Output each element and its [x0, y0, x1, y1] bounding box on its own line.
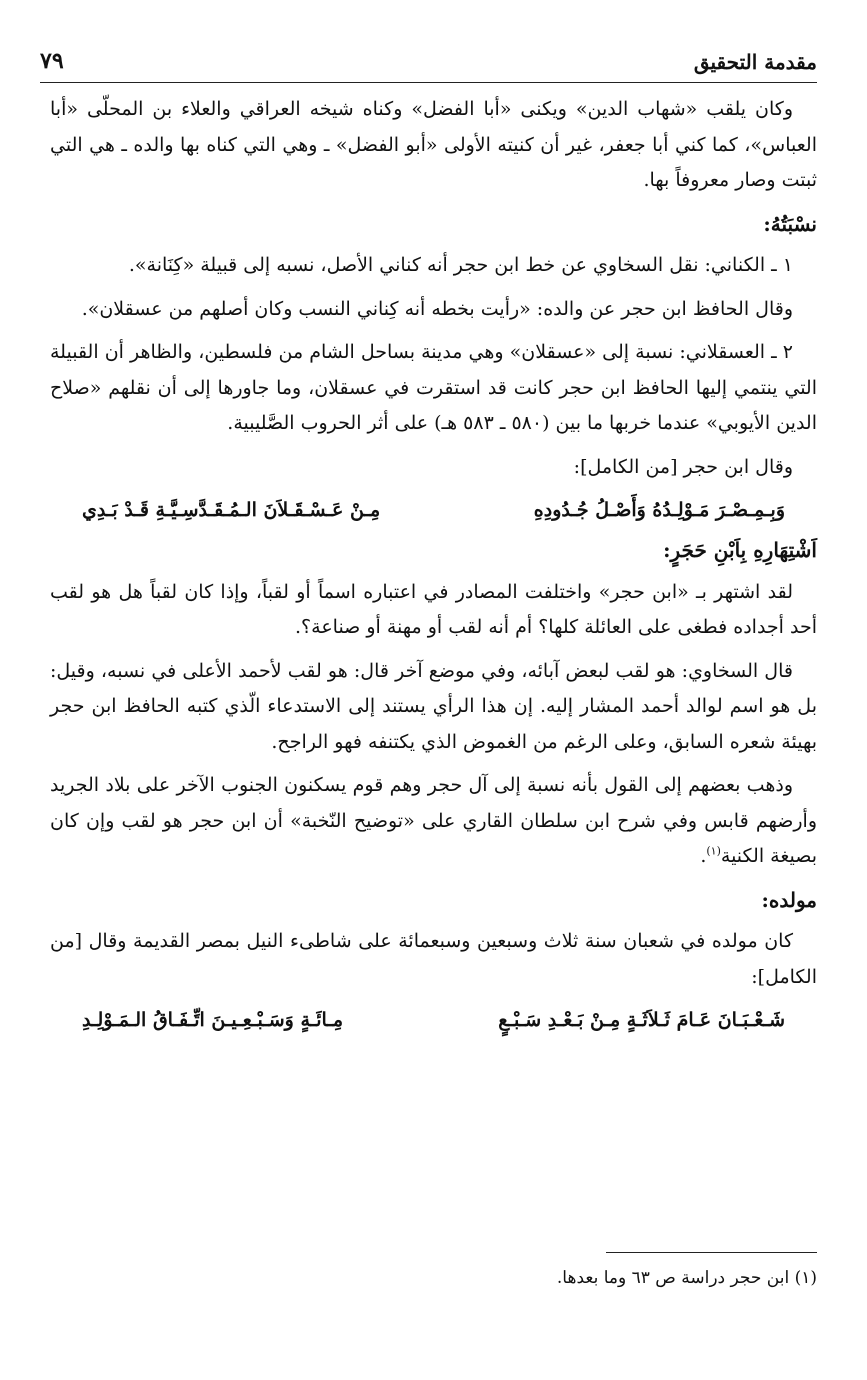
footnote-divider: [606, 1252, 817, 1253]
verse-hemistich-first: شَـعْـبَـانَ عَـامَ ثَـلاَثَـةٍ مِـنْ بَـعْـدِ سَـبْـعٍ: [498, 1009, 785, 1031]
footnote: (١) ابن حجر دراسة ص ٦٣ وما بعدها.: [556, 1268, 817, 1288]
verse-hemistich-first: وَبِـمِـصْـرَ مَـوْلِـدُهُ وَأَصْـلُ جُـدُودِهِ: [533, 499, 785, 521]
paragraph-al-hajar-text: وذهب بعضهم إلى القول بأنه نسبة إلى آل حجر وهم قوم يسكنون الجنوب الآخر على بلاد الجريد وأرضهم قابس وفي شرح ابن سلطان القاري على «توضيح النّخبة» أن ابن حجر هو لقب وإن كان بصيغة الكنية: [50, 774, 817, 867]
running-title: مقدمة التحقيق: [693, 50, 817, 74]
heading-mawlid: مولده:: [761, 887, 817, 912]
main-text: [50, 92, 817, 1043]
paragraph-al-hajar-end: .: [700, 845, 707, 867]
heading-nisba: نسْبَتُهُ:: [763, 211, 817, 236]
verse-hemistich-second: مِـائَـةٍ وَسَـبْـعِـيـنَ اتِّـفَـاقُ الـمَـوْلِـدِ: [82, 1009, 344, 1031]
paragraph-ibn-hajar-name: لقد اشتهر بـ «ابن حجر» واختلفت المصادر في اعتباره اسماً أو لقباً، وإذا كان لقباً هل هو لقب أحد أجداده فطغى على العائلة كلها؟ أم أنه لقب أو مهنة أو صناعة؟.: [50, 580, 817, 638]
paragraph-verse-intro: وقال ابن حجر [من الكامل]:: [573, 455, 793, 478]
paragraph-father-quote: وقال الحافظ ابن حجر عن والده: «رأيت بخطه أنه كِناني النسب وكان أصلهم من عسقلان».: [81, 297, 793, 320]
paragraph-birth: كان مولده في شعبان سنة ثلاث وسبعين وسبعمائة على شاطىء النيل بمصر القديمة وقال [من الكامل]:: [50, 930, 817, 988]
paragraph-kinani: ١ ـ الكناني: نقل السخاوي عن خط ابن حجر أنه كناني الأصل، نسبه إلى قبيلة «كِنَانة».: [128, 254, 793, 276]
paragraph-kunya: وكان يلقب «شهاب الدين» ويكنى «أبا الفضل» وكناه شيخه العراقي والعلاء بن المحلّى «أبا العباس»، كما كني أبا جعفر، غير أن كنيته الأولى «أبو الفضل» ـ وهي التي كناه بها والده ـ هي التي ثبتت وصار معروفاً بها.: [50, 98, 817, 191]
page-number: ٧٩: [40, 48, 64, 74]
paragraph-al-hajar: [50, 768, 817, 875]
verse-hemistich-second: مِـنْ عَـسْـقَـلاَنَ الـمُـقَـدَّسِـيَّـةِ قَـدْ بَـدِي: [82, 499, 381, 521]
page-header: [40, 42, 817, 83]
paragraph-sakhawi: قال السخاوي: هو لقب لبعض آبائه، وفي موضع آخر قال: هو لقب لأحمد الأعلى في نسبه، وقيل: بل هو اسم لوالد أحمد المشار إليه. إن هذا الرأي يستند إلى الاستدعاء الّذي كتبه الحافظ ابن حجر بهيئة شعره السابق، وعلى الرغم من الغموض الذي يكتنفه فهو الراجح.: [50, 659, 817, 753]
footnote-ref[interactable]: (١): [706, 844, 721, 858]
paragraph-asqalani: ٢ ـ العسقلاني: نسبة إلى «عسقلان» وهي مدينة بساحل الشام من فلسطين، والظاهر أن القبيلة التي ينتمي إليها الحافظ ابن حجر كانت قد استقرت في عسقلان، وما جاورها إلى أن نقلهم «صلاح الدين الأيوبي» عندما خربها ما بين (٥٨٠ ـ ٥٨٣ هـ) على أثر الحروب الصَّليبية.: [50, 341, 817, 434]
verse-line-2: [82, 1003, 785, 1037]
verse-line-1: [82, 493, 785, 527]
heading-ishtihar: اَشْتِهَارِهِ بِاَبْنِ حَجَرٍ:: [663, 538, 817, 562]
